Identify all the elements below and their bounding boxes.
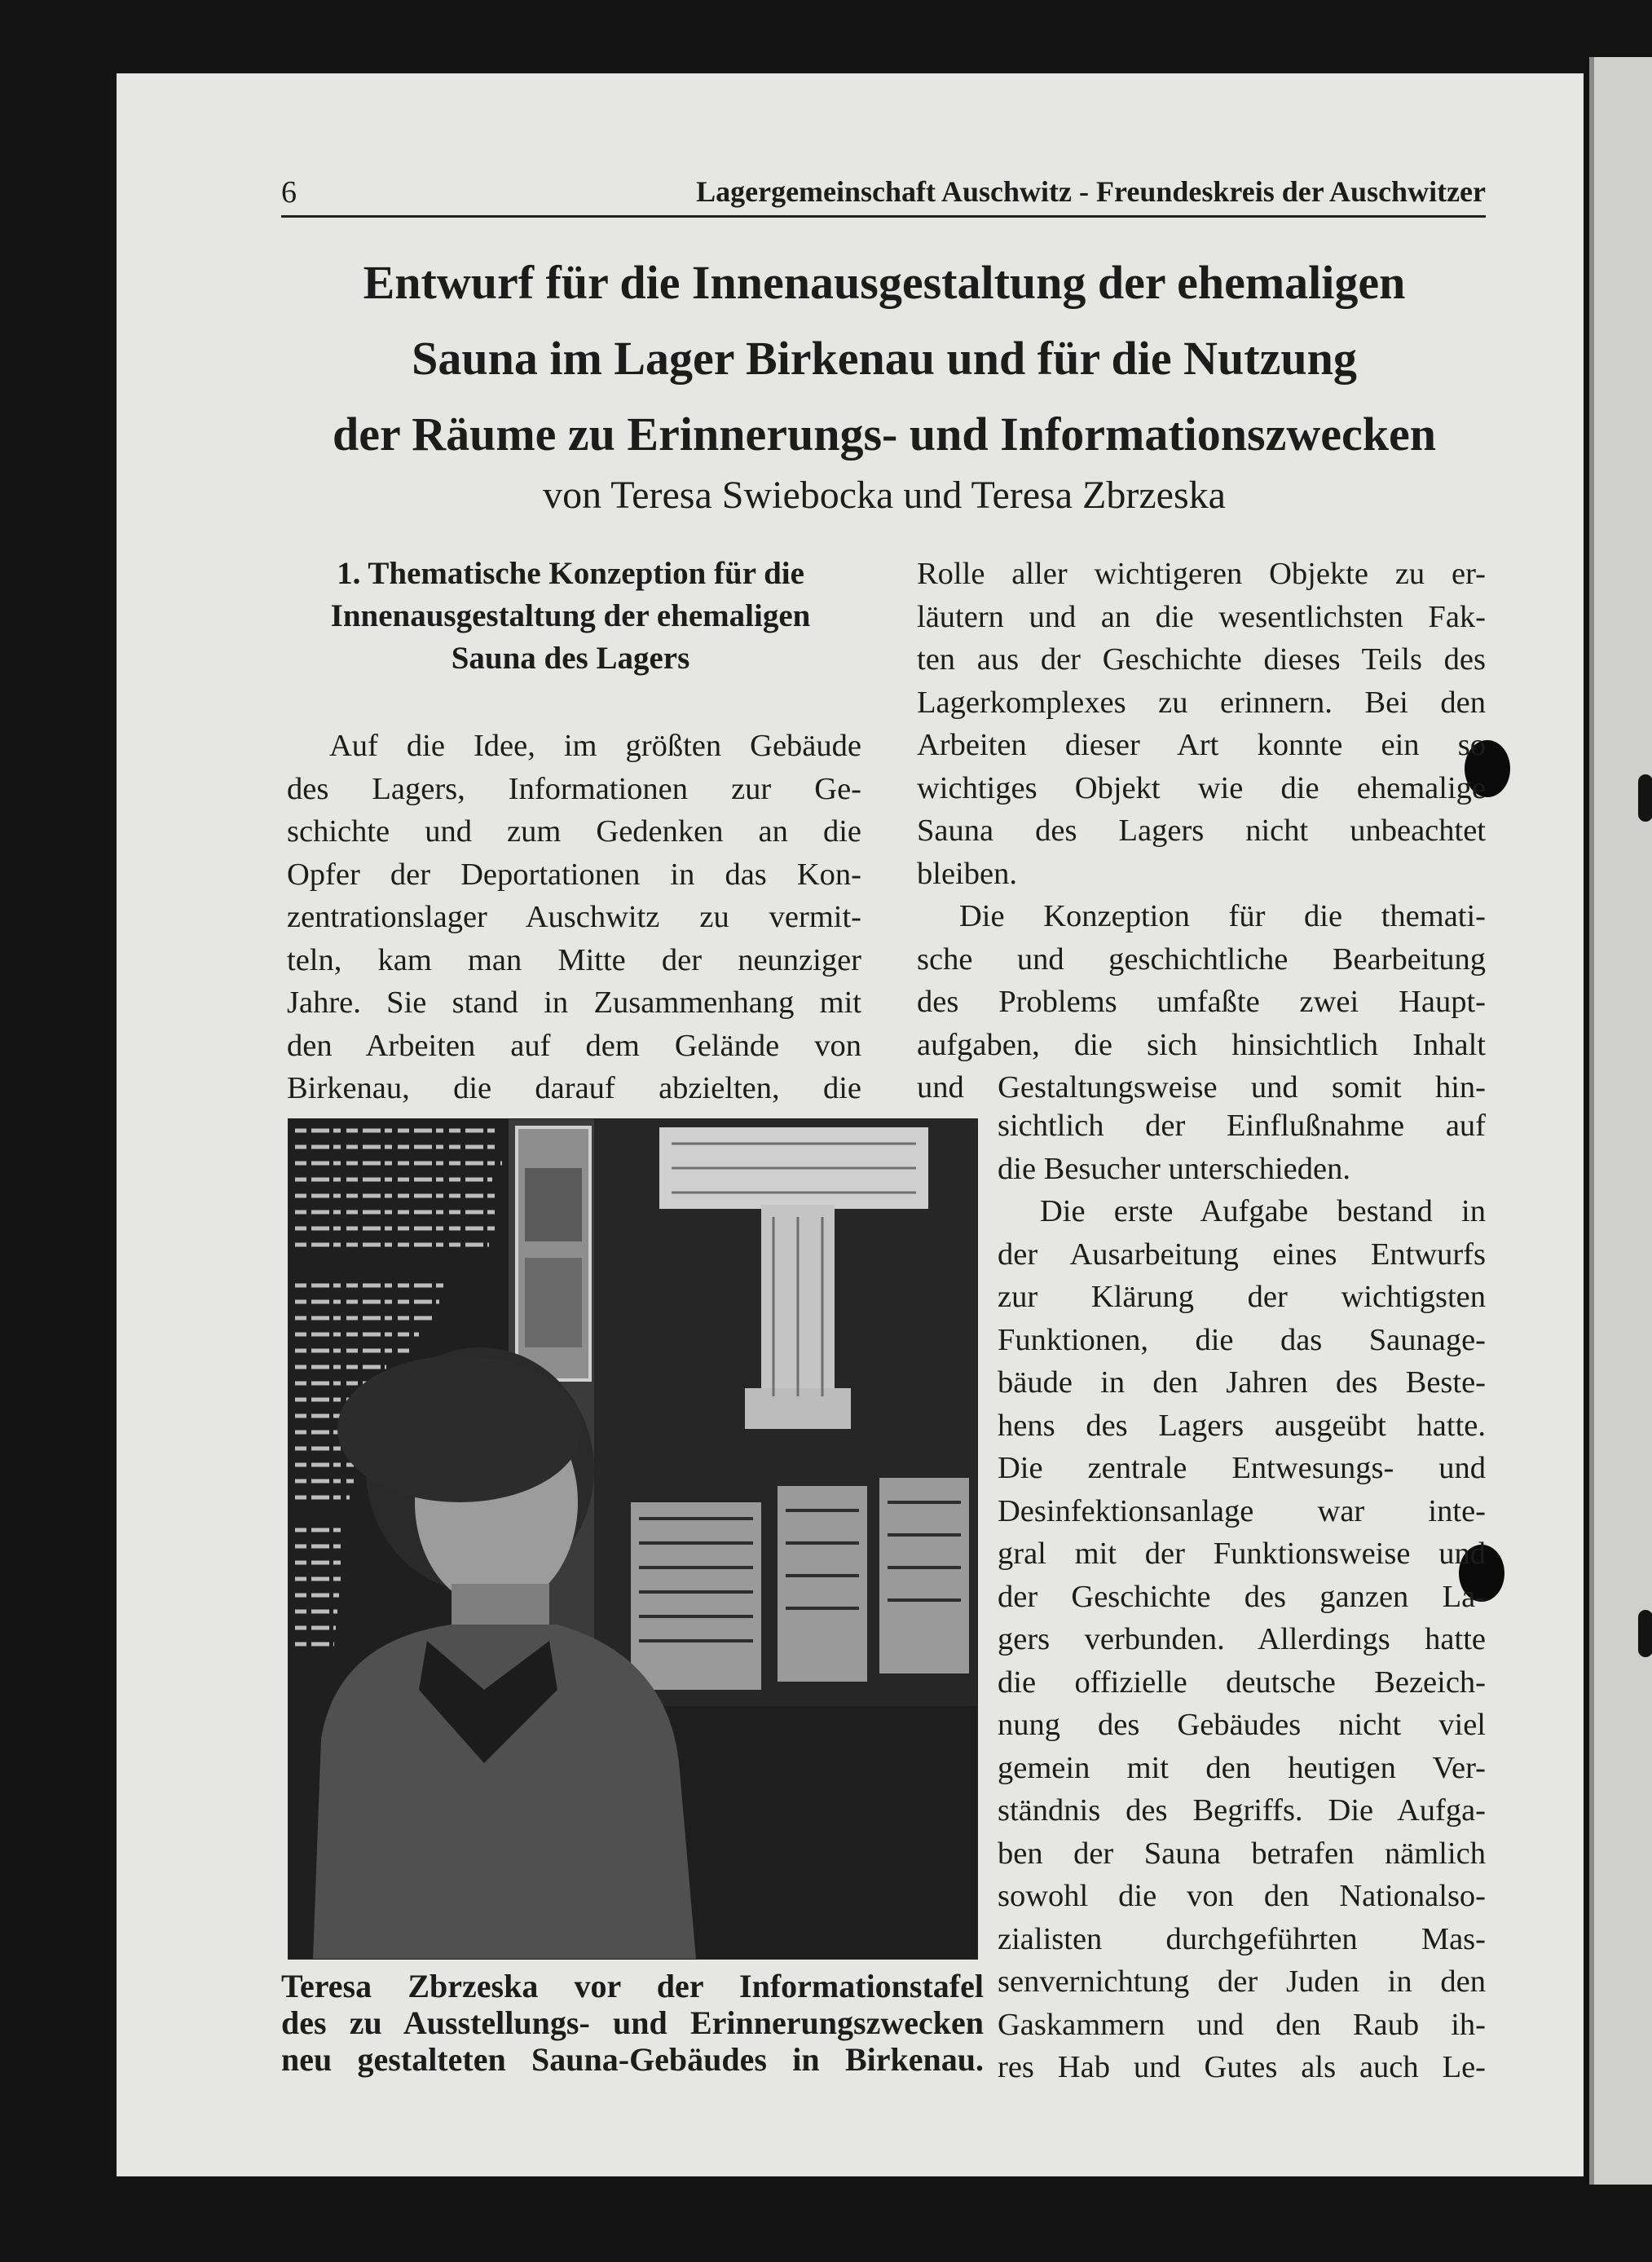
right-column-text xyxy=(917,553,1486,1109)
text-line: zentrationslager Auschwitz zu vermit- xyxy=(287,900,861,934)
journal-name: Lagergemeinschaft Auschwitz - Freundeskreis der Auschwitzer xyxy=(696,175,1486,208)
photo-caption xyxy=(281,1968,984,2078)
text-line: ten aus der Geschichte dieses Teils des xyxy=(917,642,1486,677)
text-line: Arbeiten dieser Art konnte ein so xyxy=(917,728,1486,762)
text-line: Gaskammern und den Raub ih- xyxy=(998,2007,1486,2042)
caption-line: des zu Ausstellungs- und Erinnerungszwecken xyxy=(281,2004,984,2041)
text-line: teln, kam man Mitte der neunziger xyxy=(287,942,861,977)
text-line: aufgaben, die sich hinsichtlich Inhalt xyxy=(917,1027,1486,1062)
text-line: ständnis des Begriffs. Die Aufga- xyxy=(998,1793,1486,1828)
text-line: sichtlich der Einflußnahme auf xyxy=(998,1109,1486,1143)
byline: von Teresa Swiebocka und Teresa Zbrzeska xyxy=(543,474,1226,517)
text-line: gers verbunden. Allerdings hatte xyxy=(998,1622,1486,1656)
heading-line: Innenausgestaltung der ehemaligen xyxy=(330,598,811,633)
heading-line: 1. Thematische Konzeption für die xyxy=(337,556,804,591)
text-line: Die zentrale Entwesungs- und xyxy=(998,1451,1486,1485)
caption-line: neu gestalteten Sauna-Gebäudes in Birkenau. xyxy=(281,2041,984,2078)
title-line: Entwurf für die Innenausgestaltung der ehemaligen xyxy=(363,256,1406,309)
text-line: ben der Sauna betrafen nämlich xyxy=(998,1836,1486,1871)
photo-illustration xyxy=(289,1119,977,1959)
text-line: hens des Lagers ausgeübt hatte. xyxy=(998,1408,1486,1443)
text-line: die offizielle deutsche Bezeich- xyxy=(998,1665,1486,1700)
text-line: läutern und an die wesentlichsten Fak- xyxy=(917,599,1486,634)
text-line: und Gestaltungsweise und somit hin- xyxy=(917,1070,1486,1105)
text-line: sowohl die von den Nationalso- xyxy=(998,1879,1486,1913)
text-line: Opfer der Deportationen in das Kon- xyxy=(287,857,861,892)
caption-line: Teresa Zbrzeska vor der Informationstafel xyxy=(281,1968,984,2004)
text-line: die Besucher unterschieden. xyxy=(998,1151,1350,1186)
text-line: wichtiges Objekt wie die ehemalige xyxy=(917,770,1486,805)
title-line: Sauna im Lager Birkenau und für die Nutzung xyxy=(412,332,1357,385)
text-line: zialisten durchgeführten Mas- xyxy=(998,1921,1486,1956)
text-line: den Arbeiten auf dem Gelände von xyxy=(287,1028,861,1063)
text-line: sche und geschichtliche Bearbeitung xyxy=(917,941,1486,977)
text-line: Die erste Aufgabe bestand in xyxy=(1040,1194,1486,1228)
text-line: Die Konzeption für die themati- xyxy=(959,899,1486,933)
running-header xyxy=(281,173,1486,218)
text-line: Sauna des Lagers nicht unbeachtet xyxy=(917,814,1486,848)
text-line: res Hab und Gutes als auch Le- xyxy=(998,2050,1486,2084)
text-line: Desinfektionsanlage war inte- xyxy=(998,1493,1486,1528)
text-line: Jahre. Sie stand in Zusammenhang mit xyxy=(287,985,861,1020)
text-line: gral mit der Funktionsweise und xyxy=(998,1537,1486,1571)
left-column-text xyxy=(287,725,861,1110)
punch-hole-icon xyxy=(1638,1610,1652,1657)
text-line: Lagerkomplexes zu erinnern. Bei den xyxy=(917,685,1486,720)
title-line: der Räume zu Erinnerungs- und Informationszwecken xyxy=(333,408,1436,461)
text-line: bäude in den Jahren des Beste- xyxy=(998,1365,1486,1400)
text-line: des Problems umfaßte zwei Haupt- xyxy=(917,985,1486,1019)
right-column-text-continued xyxy=(998,1105,1486,2089)
page-number: 6 xyxy=(281,175,297,209)
article-photo xyxy=(288,1118,978,1960)
text-line: zur Klärung der wichtigsten xyxy=(998,1280,1486,1314)
text-line: Rolle aller wichtigeren Objekte zu er- xyxy=(917,557,1486,591)
text-line: des Lagers, Informationen zur Ge- xyxy=(287,771,861,806)
punch-hole-icon xyxy=(1638,774,1652,822)
text-line: bleiben. xyxy=(917,856,1017,891)
text-line: Auf die Idee, im größten Gebäude xyxy=(329,729,861,763)
section-heading xyxy=(281,553,860,680)
heading-line: Sauna des Lagers xyxy=(451,641,690,676)
text-line: der Geschichte des ganzen La- xyxy=(998,1579,1486,1614)
text-line: Funktionen, die das Saunage- xyxy=(998,1322,1486,1357)
adjacent-page-edge xyxy=(1589,57,1652,2185)
text-line: Birkenau, die darauf abzielten, die xyxy=(287,1071,861,1105)
article-title xyxy=(244,245,1524,472)
text-line: gemein mit den heutigen Ver- xyxy=(998,1750,1486,1785)
text-line: nung des Gebäudes nicht viel xyxy=(998,1708,1486,1742)
text-line: senvernichtung der Juden in den xyxy=(998,1964,1486,1999)
page-edge-shadow xyxy=(1589,57,1594,2185)
text-line: schichte und zum Gedenken an die xyxy=(287,814,861,849)
text-line: der Ausarbeitung eines Entwurfs xyxy=(998,1237,1486,1272)
